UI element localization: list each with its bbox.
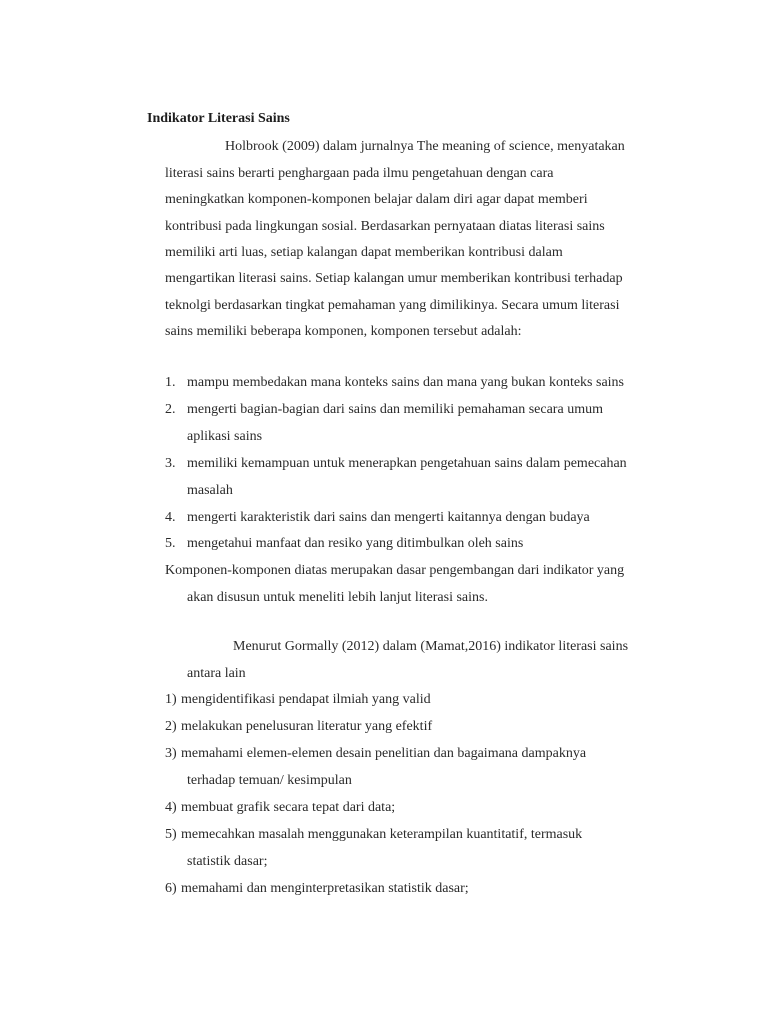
- paragraph-line: sains memiliki beberapa komponen, komponen tersebut adalah:: [165, 324, 522, 339]
- list-number: 1.: [165, 375, 176, 390]
- list-item-text: mampu membedakan mana konteks sains dan mana yang bukan konteks sains: [187, 375, 625, 390]
- list-number: 6): [165, 881, 177, 896]
- list-item-text: mengerti karakteristik dari sains dan mengerti kaitannya dengan budaya: [187, 510, 590, 525]
- list-item-text: mengetahui manfaat dan resiko yang ditimbulkan oleh sains: [187, 536, 524, 551]
- list-item-text: mengerti bagian-bagian dari sains dan memiliki pemahaman secara umum: [187, 402, 603, 417]
- paragraph-line: Menurut Gormally (2012) dalam (Mamat,2016) indikator literasi sains: [233, 639, 629, 654]
- paragraph-line: literasi sains berarti penghargaan pada ilmu pengetahuan dengan cara: [165, 166, 554, 181]
- list-item-text: statistik dasar;: [187, 854, 268, 869]
- list-number: 2): [165, 719, 177, 734]
- list-number: 1): [165, 692, 177, 707]
- section-heading: Indikator Literasi Sains: [147, 111, 290, 126]
- list-item-text: aplikasi sains: [187, 429, 263, 444]
- list-item-text: terhadap temuan/ kesimpulan: [187, 773, 352, 788]
- list-number: 4.: [165, 510, 176, 525]
- paragraph-line: antara lain: [187, 666, 246, 681]
- list-number: 5): [165, 827, 177, 842]
- list-item-text: memahami elemen-elemen desain penelitian dan bagaimana dampaknya: [181, 746, 587, 761]
- paragraph-line: Komponen-komponen diatas merupakan dasar pengembangan dari indikator yang: [165, 563, 625, 578]
- list-number: 4): [165, 800, 177, 815]
- paragraph-line: teknolgi berdasarkan tingkat pemahaman yang dimilikinya. Secara umum literasi: [165, 298, 620, 313]
- list-number: 3): [165, 746, 177, 761]
- list-item-text: memahami dan menginterpretasikan statistik dasar;: [181, 881, 469, 896]
- paragraph-line: akan disusun untuk meneliti lebih lanjut literasi sains.: [187, 590, 488, 605]
- list-item-text: memecahkan masalah menggunakan keterampilan kuantitatif, termasuk: [181, 827, 583, 842]
- paragraph-line: Holbrook (2009) dalam jurnalnya The meaning of science, menyatakan: [225, 139, 625, 154]
- paragraph-line: kontribusi pada lingkungan sosial. Berdasarkan pernyataan diatas literasi sains: [165, 219, 605, 234]
- list-item-text: masalah: [187, 483, 233, 498]
- paragraph-line: memiliki arti luas, setiap kalangan dapat memberikan kontribusi dalam: [165, 245, 563, 260]
- list-item-text: membuat grafik secara tepat dari data;: [181, 800, 396, 815]
- list-item-text: melakukan penelusuran literatur yang efektif: [181, 719, 433, 734]
- list-number: 2.: [165, 402, 176, 417]
- list-item-text: memiliki kemampuan untuk menerapkan pengetahuan sains dalam pemecahan: [187, 456, 627, 471]
- paragraph-line: mengartikan literasi sains. Setiap kalangan umur memberikan kontribusi terhadap: [165, 271, 623, 286]
- list-number: 5.: [165, 536, 176, 551]
- paragraph-line: meningkatkan komponen-komponen belajar dalam diri agar dapat memberi: [165, 192, 588, 207]
- list-item-text: mengidentifikasi pendapat ilmiah yang valid: [181, 692, 431, 707]
- list-number: 3.: [165, 456, 176, 471]
